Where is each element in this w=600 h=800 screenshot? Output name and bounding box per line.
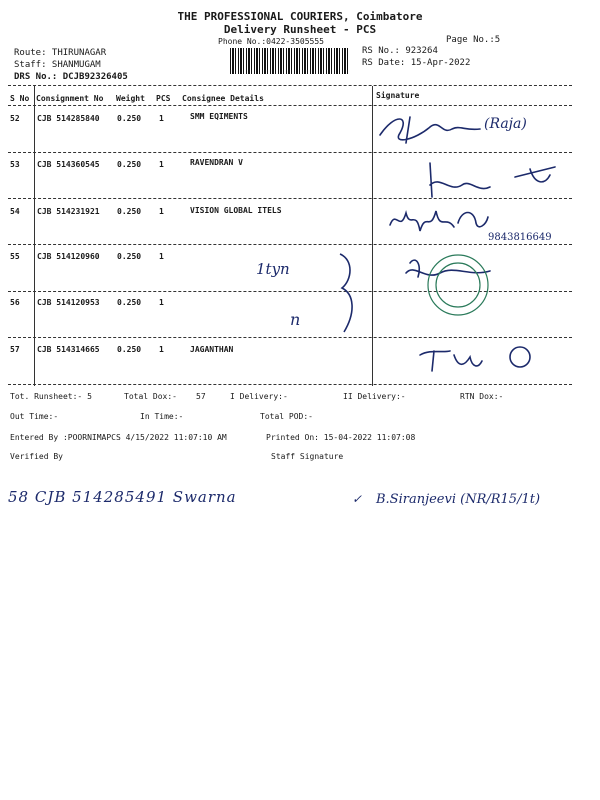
verified-by: Verified By <box>10 452 63 461</box>
row-consignment: CJB 514120953 <box>37 298 100 307</box>
handwritten-brace <box>334 250 364 340</box>
row-consignee: JAGANTHAN <box>190 345 234 354</box>
handwritten-entry: B.Siranjeevi (NR/R15/1t) <box>376 492 541 507</box>
col-header-signature: Signature <box>376 91 420 100</box>
row-sno: 56 <box>10 298 20 307</box>
divider <box>8 85 572 86</box>
row-consignee: SMM EQIMENTS <box>190 112 248 121</box>
row-consignment: CJB 514285840 <box>37 114 100 123</box>
out-time: Out Time:- <box>10 412 59 421</box>
route-label: Route: THIRUNAGAR <box>14 48 107 58</box>
handwritten-tick: ✓ <box>352 492 363 506</box>
row-consignment: CJB 514314665 <box>37 345 100 354</box>
document-title: Delivery Runsheet - PCS <box>223 23 377 36</box>
handwritten-phone: 9843816649 <box>488 232 552 243</box>
total-dox-value: 57 <box>196 392 206 401</box>
staff-signature: Staff Signature <box>271 452 344 461</box>
handwritten-note: 1tyn <box>256 260 290 278</box>
row-pcs: 1 <box>159 207 164 216</box>
row-sno: 53 <box>10 160 20 169</box>
col-header-consignee: Consignee Details <box>182 94 264 103</box>
ii-delivery: II Delivery:- <box>343 392 406 401</box>
row-consignee: RAVENDRAN V <box>190 158 243 167</box>
total-runsheet: Tot. Runsheet:- 5 <box>10 392 92 401</box>
col-header-pcs: PCS <box>156 94 171 103</box>
row-sno: 54 <box>10 207 20 216</box>
page-number: Page No.:5 <box>446 35 501 45</box>
row-pcs: 1 <box>159 160 164 169</box>
rs-date: RS Date: 15-Apr-2022 <box>362 58 471 68</box>
printed-on: Printed On: 15-04-2022 11:07:08 <box>266 433 416 442</box>
drs-number: DRS No.: DCJB92326405 <box>14 72 128 82</box>
row-pcs: 1 <box>159 114 164 123</box>
handwritten-note: n <box>290 310 301 329</box>
row-weight: 0.250 <box>117 298 142 307</box>
company-title: THE PROFESSIONAL COURIERS, Coimbatore <box>177 10 423 23</box>
handwritten-note: (Raja) <box>484 116 527 132</box>
i-delivery: I Delivery:- <box>230 392 288 401</box>
phone-number: Phone No.:0422-3505555 <box>218 37 324 46</box>
handwritten-entry: 58 CJB 514285491 Swarna <box>8 488 237 506</box>
row-consignment: CJB 514120960 <box>37 252 100 261</box>
row-weight: 0.250 <box>117 252 142 261</box>
total-pod: Total POD:- <box>260 412 313 421</box>
row-weight: 0.250 <box>117 345 142 354</box>
col-header-sno: S No <box>10 94 30 103</box>
col-header-consignment: Consignment No <box>36 94 104 103</box>
entered-by: Entered By :POORNIMAPCS 4/15/2022 11:07:10 AM <box>10 433 227 442</box>
row-consignment: CJB 514360545 <box>37 160 100 169</box>
row-sno: 57 <box>10 345 20 354</box>
row-consignment: CJB 514231921 <box>37 207 100 216</box>
rtn-dox: RTN Dox:- <box>460 392 504 401</box>
rs-number: RS No.: 923264 <box>362 46 438 56</box>
row-weight: 0.250 <box>117 114 142 123</box>
row-sno: 55 <box>10 252 20 261</box>
row-sno: 52 <box>10 114 20 123</box>
row-pcs: 1 <box>159 252 164 261</box>
total-dox-label: Total Dox:- <box>124 392 177 401</box>
row-pcs: 1 <box>159 345 164 354</box>
row-consignee: VISION GLOBAL ITELS <box>190 206 282 215</box>
row-weight: 0.250 <box>117 160 142 169</box>
handwritten-signatures <box>370 105 590 385</box>
barcode-image <box>230 48 348 74</box>
staff-label: Staff: SHANMUGAM <box>14 60 101 70</box>
col-header-weight: Weight <box>116 94 145 103</box>
row-pcs: 1 <box>159 298 164 307</box>
in-time: In Time:- <box>140 412 184 421</box>
column-divider <box>34 86 35 386</box>
row-weight: 0.250 <box>117 207 142 216</box>
